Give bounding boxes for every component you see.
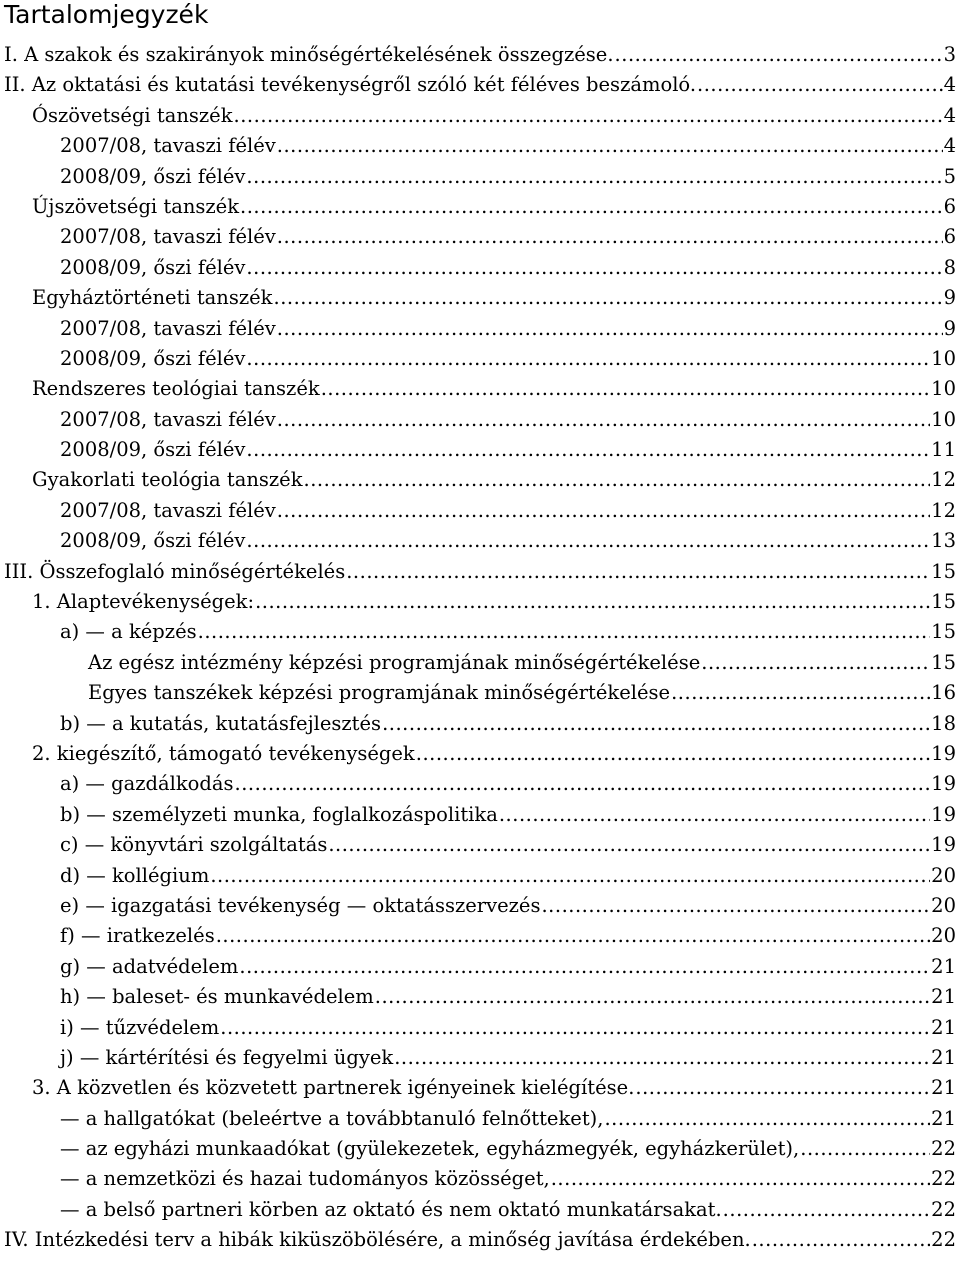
toc-page-number: 20: [931, 863, 956, 887]
toc-entry-text: a) — gazdálkodás: [60, 772, 234, 796]
toc-dot-leader: [210, 861, 930, 891]
toc-page-number: 10: [931, 346, 956, 370]
toc-dot-leader: [375, 982, 930, 1012]
toc-entry-text: 2008/09, őszi félév: [60, 529, 246, 553]
toc-entry[interactable]: [4, 40, 956, 70]
toc-page-number: 21: [931, 1106, 956, 1130]
toc-entry-text: 2008/09, őszi félév: [60, 164, 246, 188]
toc-entry-text: 2008/09, őszi félév: [60, 255, 246, 279]
toc-entry-text: b) — személyzeti munka, foglalkozáspolitika: [60, 802, 498, 826]
toc-dot-leader: [246, 435, 930, 465]
toc-dot-leader: [246, 344, 930, 374]
toc-entry-text: e) — igazgatási tevékenység — oktatásszervezés: [60, 893, 541, 917]
toc-page-number: 19: [931, 833, 956, 857]
toc-entry[interactable]: [4, 617, 956, 647]
toc-page-number: 6: [943, 225, 956, 249]
toc-page-number: 10: [931, 377, 956, 401]
toc-page-number: 4: [943, 134, 956, 158]
toc-page-number: 21: [931, 1076, 956, 1100]
toc-entry-text: h) — baleset- és munkavédelem: [60, 985, 374, 1009]
toc-entry-text: j) — kártérítési és fegyelmi ügyek: [60, 1045, 394, 1069]
toc-entry[interactable]: [4, 709, 956, 739]
toc-entry[interactable]: [4, 982, 956, 1012]
toc-entry[interactable]: [4, 557, 956, 587]
toc-dot-leader: [499, 800, 930, 830]
toc-page-number: 21: [931, 985, 956, 1009]
toc-entry[interactable]: [4, 800, 956, 830]
toc-page-number: 15: [931, 559, 956, 583]
toc-dot-leader: [277, 496, 930, 526]
toc-page-number: 12: [931, 468, 956, 492]
toc-page-number: 5: [943, 164, 956, 188]
toc-dot-leader: [604, 1104, 930, 1134]
toc-page-number: 20: [931, 924, 956, 948]
toc-entry-text: — az egyházi munkaadókat (gyülekezetek, egyházmegyék, egyházkerület),: [60, 1137, 800, 1161]
toc-entry[interactable]: [4, 587, 956, 617]
toc-dot-leader: [321, 374, 930, 404]
toc-page-number: 19: [931, 772, 956, 796]
toc-dot-leader: [304, 465, 931, 495]
toc-dot-leader: [697, 70, 943, 100]
toc-page-number: 15: [931, 590, 956, 614]
toc-dot-leader: [615, 40, 943, 70]
toc-dot-leader: [220, 1013, 930, 1043]
toc-dot-leader: [346, 557, 930, 587]
toc-dot-leader: [541, 891, 930, 921]
toc-dot-leader: [671, 678, 930, 708]
toc-dot-leader: [635, 1073, 930, 1103]
toc-page-number: 20: [931, 893, 956, 917]
toc-entry-text: a) — a képzés: [60, 620, 197, 644]
toc-entry[interactable]: [4, 283, 956, 313]
toc-entry-text: II. Az oktatási és kutatási tevékenységről szóló két féléves beszámoló.: [4, 73, 697, 97]
toc-dot-leader: [246, 526, 930, 556]
toc-entry-text: Egyháztörténeti tanszék: [32, 286, 273, 310]
toc-entry[interactable]: [4, 162, 956, 192]
toc-entry[interactable]: [4, 496, 956, 526]
toc-page-number: 21: [931, 1045, 956, 1069]
toc-page-number: 16: [931, 681, 956, 705]
toc-page-number: 22: [931, 1137, 956, 1161]
toc-entry-text: — a belső partneri körben az oktató és nem oktató munkatársakat.: [60, 1197, 722, 1221]
toc-entry-text: 2008/09, őszi félév: [60, 438, 246, 462]
toc-title: Tartalomjegyzék: [4, 0, 209, 29]
toc-entry-text: Újszövetségi tanszék: [32, 194, 240, 218]
toc-dot-leader: [416, 739, 930, 769]
toc-dot-leader: [274, 283, 943, 313]
toc-dot-leader: [246, 162, 942, 192]
toc-entry-text: i) — tűzvédelem: [60, 1015, 220, 1039]
toc-entry[interactable]: [4, 921, 956, 951]
toc-entry[interactable]: [4, 405, 956, 435]
toc-page-number: 6: [943, 194, 956, 218]
toc-entry-text: III. Összefoglaló minőségértékelés: [4, 559, 346, 583]
toc-entry[interactable]: [4, 131, 956, 161]
toc-entry-text: c) — könyvtári szolgáltatás: [60, 833, 328, 857]
toc-entry[interactable]: [4, 891, 956, 921]
toc-page-number: 8: [943, 255, 956, 279]
toc-page-number: 21: [931, 954, 956, 978]
toc-page-number: 9: [943, 316, 956, 340]
toc-entry[interactable]: [4, 192, 956, 222]
toc-entry-text: — a nemzetközi és hazai tudományos közösséget,: [60, 1167, 550, 1191]
toc-entry[interactable]: [4, 222, 956, 252]
toc-entry[interactable]: [4, 344, 956, 374]
toc-dot-leader: [255, 587, 930, 617]
toc-dot-leader: [198, 617, 931, 647]
toc-entry[interactable]: [4, 70, 956, 100]
toc-dot-leader: [800, 1134, 930, 1164]
toc-dot-leader: [382, 709, 930, 739]
toc-list: [4, 40, 956, 1256]
toc-dot-leader: [701, 648, 930, 678]
toc-page-number: 3: [943, 43, 956, 66]
toc-dot-leader: [723, 1195, 931, 1225]
toc-entry-text: b) — a kutatás, kutatásfejlesztés: [60, 711, 382, 735]
toc-page-number: 19: [931, 802, 956, 826]
toc-page-number: 18: [931, 711, 956, 735]
toc-page-number: 15: [931, 620, 956, 644]
toc-entry-text: 1. Alaptevékenységek:: [32, 590, 255, 614]
toc-entry[interactable]: [4, 648, 956, 678]
toc-entry[interactable]: [4, 830, 956, 860]
toc-entry-text: 2007/08, tavaszi félév: [60, 134, 276, 158]
toc-dot-leader: [277, 314, 943, 344]
toc-entry-text: d) — kollégium: [60, 863, 210, 887]
toc-entry-text: f) — iratkezelés: [60, 924, 215, 948]
toc-page-number: 9: [943, 286, 956, 310]
toc-dot-leader: [216, 921, 930, 951]
toc-dot-leader: [551, 1164, 930, 1194]
toc-page-number: 10: [931, 407, 956, 431]
toc-page-number: 4: [943, 73, 956, 97]
toc-page-number: 11: [931, 438, 956, 462]
toc-entry-text: Ószövetségi tanszék: [32, 103, 233, 127]
toc-page-number: 4: [943, 103, 956, 127]
toc-entry[interactable]: [4, 1043, 956, 1073]
toc-entry[interactable]: [4, 526, 956, 556]
toc-entry-text: 3. A közvetlen és közvetett partnerek igényeinek kielégítése.: [32, 1076, 635, 1100]
toc-entry-text: 2007/08, tavaszi félév: [60, 316, 276, 340]
toc-entry-text: Gyakorlati teológia tanszék: [32, 468, 303, 492]
toc-dot-leader: [394, 1043, 930, 1073]
toc-entry[interactable]: [4, 678, 956, 708]
toc-entry[interactable]: [4, 769, 956, 799]
toc-dot-leader: [240, 192, 943, 222]
toc-page-number: 22: [931, 1167, 956, 1191]
toc-entry[interactable]: [4, 101, 956, 131]
toc-page-number: 22: [931, 1228, 956, 1252]
toc-entry[interactable]: [4, 435, 956, 465]
toc-dot-leader: [234, 101, 943, 131]
toc-entry[interactable]: [4, 314, 956, 344]
toc-dot-leader: [235, 769, 931, 799]
toc-entry-text: IV. Intézkedési terv a hibák kiküszöbölésére, a minőség javítása érdekében.: [4, 1228, 751, 1252]
toc-page-number: 13: [931, 529, 956, 553]
toc-dot-leader: [239, 952, 930, 982]
toc-dot-leader: [277, 405, 930, 435]
toc-entry[interactable]: [4, 952, 956, 982]
toc-entry[interactable]: [4, 1225, 956, 1255]
toc-entry[interactable]: [4, 1195, 956, 1225]
toc-entry-text: 2008/09, őszi félév: [60, 346, 246, 370]
toc-entry-text: 2007/08, tavaszi félév: [60, 498, 276, 522]
toc-page-number: 21: [931, 1015, 956, 1039]
toc-entry-text: Egyes tanszékek képzési programjának minőségértékelése: [88, 681, 671, 705]
toc-entry-text: Az egész intézmény képzési programjának minőségértékelése: [88, 650, 701, 674]
toc-dot-leader: [277, 222, 943, 252]
toc-dot-leader: [328, 830, 930, 860]
toc-dot-leader: [277, 131, 943, 161]
toc-entry-text: 2. kiegészítő, támogató tevékenységek: [32, 741, 415, 765]
toc-entry-text: 2007/08, tavaszi félév: [60, 407, 276, 431]
toc-entry[interactable]: [4, 374, 956, 404]
toc-dot-leader: [752, 1225, 930, 1255]
toc-page-number: 19: [931, 741, 956, 765]
toc-entry[interactable]: [4, 1164, 956, 1194]
toc-entry[interactable]: [4, 465, 956, 495]
toc-entry[interactable]: [4, 861, 956, 891]
toc-page-number: 15: [931, 650, 956, 674]
toc-page-number: 12: [931, 498, 956, 522]
toc-page-number: 22: [931, 1197, 956, 1221]
toc-entry[interactable]: [4, 739, 956, 769]
toc-entry-text: 2007/08, tavaszi félév: [60, 225, 276, 249]
toc-entry[interactable]: [4, 1073, 956, 1103]
toc-entry-text: g) — adatvédelem: [60, 954, 239, 978]
toc-entry[interactable]: [4, 253, 956, 283]
toc-dot-leader: [246, 253, 942, 283]
toc-entry-text: Rendszeres teológiai tanszék: [32, 377, 320, 401]
toc-entry[interactable]: [4, 1104, 956, 1134]
toc-entry[interactable]: [4, 1013, 956, 1043]
toc-entry-text: — a hallgatókat (beleértve a továbbtanuló felnőtteket),: [60, 1106, 604, 1130]
toc-entry[interactable]: [4, 1134, 956, 1164]
toc-entry-text: I. A szakok és szakirányok minőségértékelésének összegzése.: [4, 43, 614, 66]
